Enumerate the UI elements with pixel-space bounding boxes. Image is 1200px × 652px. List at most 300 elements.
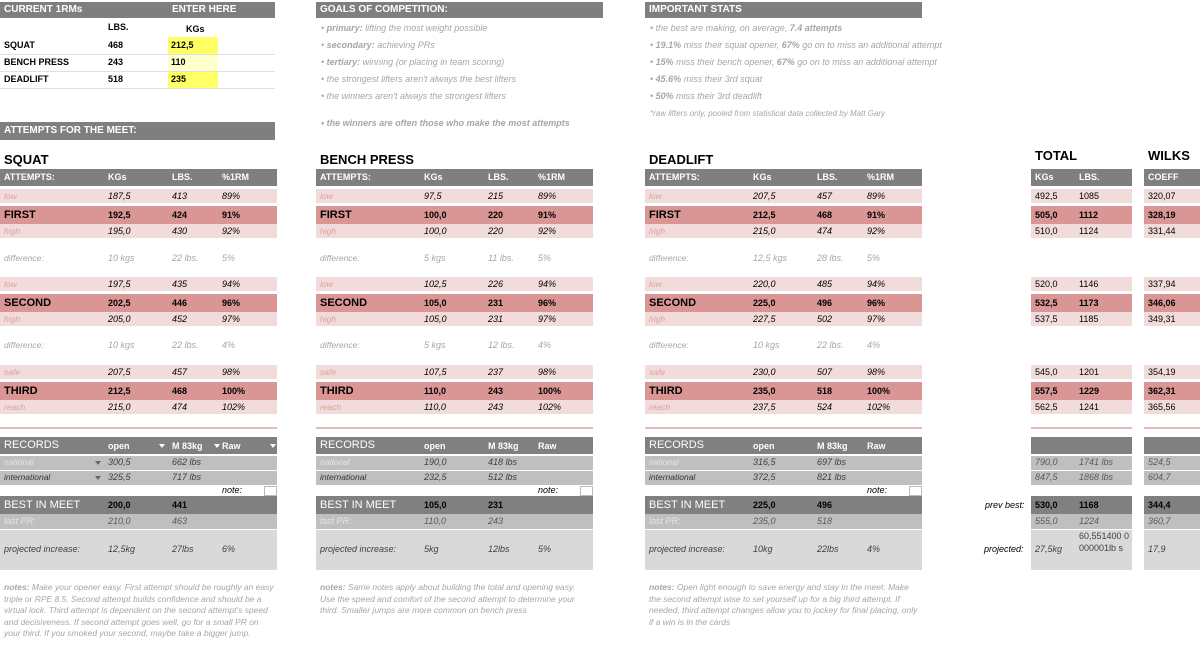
- total-pr-kg: 555,0: [1035, 516, 1058, 526]
- wilks-coeff-header: COEFF: [1148, 172, 1179, 182]
- attempt-label: difference:: [4, 340, 44, 350]
- total-record-kg: 790,0: [1035, 457, 1058, 467]
- attempt-pct: 97%: [538, 314, 557, 324]
- proj-lbs: 12lbs: [488, 544, 510, 554]
- attempt-kg: 195,0: [108, 226, 131, 236]
- record-name: international: [320, 472, 367, 482]
- best-lbs: 231: [488, 500, 504, 510]
- attempt-label: high: [320, 226, 337, 236]
- wilks-separator: [1144, 427, 1200, 429]
- col-lbs: LBS.: [817, 172, 838, 182]
- total-kg: 537,5: [1035, 314, 1058, 324]
- proj-kg: 10kg: [753, 544, 773, 554]
- col-kgs: KGs: [108, 172, 127, 182]
- attempt-lbs: 22 lbs.: [172, 340, 199, 350]
- attempt-lbs: 485: [817, 279, 833, 289]
- wilks-value: 346,06: [1148, 298, 1176, 308]
- attempt-label: SECOND: [649, 297, 697, 309]
- goals-header: GOALS OF COMPETITION:: [316, 2, 603, 18]
- attempt-lbs: 11 lbs.: [488, 253, 514, 263]
- rm-kg-input[interactable]: 212,5: [168, 37, 218, 54]
- stat-item: • 15% miss their bench opener, 67% go on to miss an additional attempt: [650, 57, 937, 67]
- records-class[interactable]: M 83kg: [172, 441, 203, 451]
- proj-pct: 5%: [538, 544, 552, 554]
- best-kg: 225,0: [753, 500, 776, 510]
- record-name: national: [649, 457, 679, 467]
- attempt-label: safe: [4, 367, 21, 377]
- pr-kg: 110,0: [424, 516, 446, 526]
- attempt-kg: 100,0: [424, 210, 447, 220]
- projected-label: projected:: [984, 544, 1024, 554]
- attempt-label: difference:: [649, 253, 689, 263]
- lift-notes: notes: Same notes apply about building the total and opening easy. Use the speed and comfort of the second attempt to determine your third. Smaller jumps are more common on bench press: [320, 582, 576, 615]
- records-row-bg: [645, 456, 922, 470]
- total-lbs: 1229: [1079, 386, 1100, 396]
- section-separator: [645, 427, 922, 429]
- records-row-bg: [0, 456, 277, 470]
- records-open: open: [424, 441, 446, 451]
- records-label: RECORDS: [320, 439, 376, 451]
- attempt-kg: 197,5: [108, 279, 131, 289]
- total-lbs: 1085: [1079, 191, 1100, 201]
- proj-kg: 5kg: [424, 544, 439, 554]
- col-kgs: KGs: [753, 172, 772, 182]
- wilks-value: 328,19: [1148, 210, 1176, 220]
- row-divider: [0, 54, 275, 55]
- pr-row-bg: [645, 514, 922, 529]
- pr-lbs: 463: [172, 516, 188, 526]
- rm-lift-name: BENCH PRESS: [4, 57, 70, 67]
- attempt-kg: 110,0: [424, 386, 447, 396]
- attempt-pct: 102%: [867, 402, 891, 412]
- attempt-pct: 5%: [538, 253, 552, 263]
- attempt-label: difference:: [320, 253, 360, 263]
- attempt-lbs: 12 lbs.: [488, 340, 515, 350]
- attempt-lbs: 226: [488, 279, 504, 289]
- attempt-pct: 89%: [867, 191, 886, 201]
- attempt-kg: 102,5: [424, 279, 447, 289]
- total-proj-kg: 27,5kg: [1035, 544, 1063, 554]
- records-row-bg: [316, 456, 593, 470]
- total-best-kg: 530,0: [1035, 500, 1058, 510]
- attempt-kg: 97,5: [424, 191, 442, 201]
- col-pct: %1RM: [222, 172, 250, 182]
- best-label: BEST IN MEET: [320, 499, 397, 511]
- col-kgs: KGs: [424, 172, 443, 182]
- attempt-label: high: [649, 314, 666, 324]
- attempt-lbs: 22 lbs.: [172, 253, 199, 263]
- attempt-kg: 212,5: [753, 210, 776, 220]
- attempt-kg: 215,0: [753, 226, 776, 236]
- total-lbs: 1185: [1079, 314, 1099, 324]
- wilks-value: 365,56: [1148, 402, 1176, 412]
- best-label: BEST IN MEET: [4, 499, 81, 511]
- attempt-kg: 212,5: [108, 386, 131, 396]
- attempt-pct: 94%: [222, 279, 241, 289]
- rm-lbs-header: LBS.: [108, 22, 129, 32]
- attempt-pct: 91%: [867, 210, 886, 220]
- rm-lbs-value: 243: [108, 57, 124, 67]
- attempt-lbs: 430: [172, 226, 188, 236]
- rm-kgs-header: KGs: [186, 24, 205, 34]
- attempt-lbs: 446: [172, 298, 188, 308]
- attempt-lbs: 435: [172, 279, 188, 289]
- best-kg: 200,0: [108, 500, 131, 510]
- stat-item: • 19.1% miss their squat opener, 67% go on to miss an additional attempt: [650, 40, 942, 50]
- attempt-label: low: [4, 191, 17, 201]
- attempt-pct: 102%: [222, 402, 246, 412]
- record-lbs: 697 lbs: [817, 457, 847, 467]
- row-divider: [0, 88, 275, 89]
- proj-label: projected increase:: [320, 544, 397, 554]
- note-box[interactable]: [580, 486, 593, 496]
- attempt-pct: 89%: [222, 191, 241, 201]
- total-lbs: 1201: [1079, 367, 1100, 377]
- total-record-kg: 847,5: [1035, 472, 1058, 482]
- proj-lbs: 22lbs: [817, 544, 839, 554]
- note-box[interactable]: [909, 486, 922, 496]
- attempt-label: low: [4, 279, 17, 289]
- pr-label: last PR:: [4, 516, 36, 526]
- note-label: note:: [222, 485, 243, 495]
- attempt-lbs: 468: [817, 210, 833, 220]
- attempt-pct: 91%: [538, 210, 557, 220]
- attempts-header: ATTEMPTS FOR THE MEET:: [0, 122, 275, 140]
- col-attempts: ATTEMPTS:: [4, 172, 55, 182]
- attempt-kg: 202,5: [108, 298, 131, 308]
- attempt-label: SECOND: [4, 297, 52, 309]
- section-separator: [316, 427, 593, 429]
- record-name: international: [649, 472, 696, 482]
- goal-item: • secondary: achieving PRs: [321, 40, 435, 50]
- total-kgs-header: KGs: [1035, 172, 1054, 182]
- enter-here-label: ENTER HERE: [172, 4, 237, 15]
- proj-label: projected increase:: [4, 544, 81, 554]
- total-kg: 492,5: [1035, 191, 1058, 201]
- col-pct: %1RM: [538, 172, 566, 182]
- wilks-value: 320,07: [1148, 191, 1176, 201]
- total-separator: [1031, 427, 1132, 429]
- attempt-lbs: 474: [172, 402, 188, 412]
- attempt-lbs: 220: [488, 210, 504, 220]
- records-class: M 83kg: [488, 441, 519, 451]
- wilks-value: 362,31: [1148, 386, 1176, 396]
- attempt-pct: 5%: [222, 253, 236, 263]
- total-kg: 557,5: [1035, 386, 1058, 396]
- record-kg: 372,5: [753, 472, 776, 482]
- attempt-kg: 187,5: [108, 191, 131, 201]
- attempt-kg: 227,5: [753, 314, 776, 324]
- total-kg: 562,5: [1035, 402, 1058, 412]
- attempt-lbs: 468: [172, 386, 188, 396]
- record-kg: 316,5: [753, 457, 776, 467]
- attempt-label: THIRD: [649, 385, 683, 397]
- total-record-lbs: 1868 lbs: [1079, 472, 1114, 482]
- wilks-value: 331,44: [1148, 226, 1176, 236]
- attempt-label: high: [4, 226, 21, 236]
- attempt-lbs: 237: [488, 367, 504, 377]
- total-title: TOTAL: [1035, 148, 1078, 163]
- attempt-kg: 5 kgs: [424, 253, 446, 263]
- best-lbs: 441: [172, 500, 188, 510]
- record-lbs: 821 lbs: [817, 472, 847, 482]
- attempt-pct: 92%: [222, 226, 241, 236]
- goal-item: • primary: lifting the most weight possible: [321, 23, 488, 33]
- attempt-kg: 225,0: [753, 298, 776, 308]
- attempt-label: reach: [4, 402, 26, 412]
- attempt-pct: 98%: [538, 367, 557, 377]
- attempt-label: low: [320, 279, 333, 289]
- attempt-label: FIRST: [649, 209, 681, 221]
- total-lbs: 1146: [1079, 279, 1099, 289]
- attempt-pct: 96%: [222, 298, 241, 308]
- wilks-record: 524,5: [1148, 457, 1171, 467]
- attempt-lbs: 231: [488, 314, 504, 324]
- records-open[interactable]: open: [108, 441, 130, 451]
- col-attempts: ATTEMPTS:: [320, 172, 371, 182]
- col-lbs: LBS.: [172, 172, 193, 182]
- lift-notes: notes: Open light enough to save energy and stay in the meet. Make the second attempt wise to set yourself up for a big third attempt. If needed, third attempt changes allow you to jockey for final placing, only if a win is in the cards: [649, 582, 918, 627]
- rm-lift-name: DEADLIFT: [4, 74, 49, 84]
- lift-title: BENCH PRESS: [320, 152, 414, 167]
- attempt-label: FIRST: [4, 209, 36, 221]
- attempt-lbs: 452: [172, 314, 188, 324]
- total-kg: 545,0: [1035, 367, 1058, 377]
- best-lbs: 496: [817, 500, 833, 510]
- pr-kg: 210,0: [108, 516, 131, 526]
- records-raw[interactable]: Raw: [222, 441, 241, 451]
- total-lbs: 1241: [1079, 402, 1100, 412]
- attempt-pct: 4%: [867, 340, 881, 350]
- total-kg: 532,5: [1035, 298, 1058, 308]
- dropdown-arrow-icon[interactable]: [270, 444, 276, 448]
- lift-title: DEADLIFT: [649, 152, 714, 167]
- wilks-title: WILKS: [1148, 148, 1190, 163]
- total-best-lbs: 1168: [1079, 500, 1099, 510]
- record-name: national: [320, 457, 350, 467]
- attempt-lbs: 518: [817, 386, 833, 396]
- attempt-pct: 94%: [867, 279, 886, 289]
- total-proj-lbs: 60,551400 0000001lb s: [1079, 531, 1130, 553]
- pr-label: last PR:: [649, 516, 681, 526]
- attempt-kg: 207,5: [108, 367, 131, 377]
- attempt-lbs: 457: [817, 191, 833, 201]
- stats-footnote: *raw lifters only, pooled from statistical data collected by Matt Gary: [650, 109, 886, 118]
- attempt-kg: 205,0: [108, 314, 131, 324]
- total-lbs: 1124: [1079, 226, 1099, 236]
- best-label: BEST IN MEET: [649, 499, 726, 511]
- attempt-label: THIRD: [320, 385, 354, 397]
- attempt-label: high: [4, 314, 21, 324]
- attempt-label: THIRD: [4, 385, 38, 397]
- attempt-pct: 100%: [538, 386, 562, 396]
- stat-item: • 50% miss their 3rd deadlift: [650, 91, 762, 101]
- dropdown-arrow-icon[interactable]: [159, 444, 165, 448]
- pr-label: last PR:: [320, 516, 352, 526]
- record-kg: 190,0: [424, 457, 447, 467]
- wilks-value: 349,31: [1148, 314, 1176, 324]
- rm-lift-name: SQUAT: [4, 40, 35, 50]
- attempt-lbs: 231: [488, 298, 504, 308]
- records-class: M 83kg: [817, 441, 848, 451]
- record-name: national: [4, 457, 34, 467]
- attempt-label: safe: [320, 367, 337, 377]
- attempt-label: low: [649, 279, 662, 289]
- rm-kg-input[interactable]: 235: [168, 71, 218, 88]
- attempt-lbs: 243: [488, 386, 504, 396]
- wilks-best: 344,4: [1148, 500, 1171, 510]
- attempt-pct: 5%: [867, 253, 881, 263]
- total-records-bar: [1031, 437, 1132, 454]
- attempt-lbs: 502: [817, 314, 833, 324]
- attempt-kg: 235,0: [753, 386, 776, 396]
- wilks-record: 604,7: [1148, 472, 1171, 482]
- pr-row-bg: [316, 514, 593, 529]
- attempt-pct: 94%: [538, 279, 557, 289]
- records-raw: Raw: [867, 441, 886, 451]
- records-open: open: [753, 441, 775, 451]
- proj-pct: 4%: [867, 544, 881, 554]
- attempt-lbs: 457: [172, 367, 188, 377]
- attempt-label: reach: [649, 402, 671, 412]
- wilks-pr: 360,7: [1148, 516, 1171, 526]
- attempt-label: difference:: [649, 340, 689, 350]
- pr-row-bg: [0, 514, 277, 529]
- proj-lbs: 27lbs: [172, 544, 194, 554]
- attempt-lbs: 243: [488, 402, 504, 412]
- attempt-lbs: 424: [172, 210, 188, 220]
- dropdown-arrow-icon[interactable]: [95, 461, 101, 465]
- records-label: RECORDS: [4, 439, 60, 451]
- record-lbs: 717 lbs: [172, 472, 202, 482]
- col-lbs: LBS.: [488, 172, 509, 182]
- wilks-proj: 17,9: [1148, 544, 1166, 554]
- wilks-value: 337,94: [1148, 279, 1176, 289]
- goal-item-last: • the winners are often those who make the most attempts: [321, 118, 570, 128]
- rm-kg-input[interactable]: 110: [168, 54, 218, 71]
- col-attempts: ATTEMPTS:: [649, 172, 700, 182]
- rm-lbs-value: 518: [108, 74, 124, 84]
- attempt-pct: 100%: [222, 386, 246, 396]
- attempt-kg: 220,0: [753, 279, 776, 289]
- stats-header: IMPORTANT STATS: [645, 2, 922, 18]
- attempt-kg: 5 kgs: [424, 340, 446, 350]
- record-kg: 232,5: [424, 472, 447, 482]
- rm-lbs-value: 468: [108, 40, 124, 50]
- wilks-value: 354,19: [1148, 367, 1176, 377]
- attempt-label: difference:: [4, 253, 44, 263]
- lift-notes: notes: Make your opener easy. First attempt should be roughly an easy triple or RPE 8.5. Second attempt builds confidence and should be a virtual lock. Third attempt is dependent on the second attempt's speed and decisiveness. If second attempt goes well, go for a small PR on your third. If you smoked your second, maybe take a bigger jump.: [4, 582, 274, 638]
- best-kg: 105,0: [424, 500, 447, 510]
- record-lbs: 418 lbs: [488, 457, 518, 467]
- attempt-lbs: 22 lbs.: [817, 340, 844, 350]
- attempt-kg: 105,0: [424, 298, 447, 308]
- attempt-pct: 96%: [538, 298, 557, 308]
- attempt-label: safe: [649, 367, 666, 377]
- attempt-pct: 4%: [222, 340, 236, 350]
- attempt-lbs: 507: [817, 367, 833, 377]
- total-lbs: 1112: [1079, 210, 1099, 220]
- attempt-pct: 100%: [867, 386, 891, 396]
- attempt-label: high: [649, 226, 666, 236]
- attempt-lbs: 28 lbs.: [817, 253, 844, 263]
- attempt-label: reach: [320, 402, 342, 412]
- dropdown-arrow-icon[interactable]: [95, 476, 101, 480]
- attempt-pct: 4%: [538, 340, 552, 350]
- records-label: RECORDS: [649, 439, 705, 451]
- attempt-pct: 92%: [867, 226, 886, 236]
- attempt-label: difference:: [320, 340, 360, 350]
- attempt-kg: 10 kgs: [753, 340, 780, 350]
- attempt-pct: 97%: [867, 314, 886, 324]
- total-kg: 505,0: [1035, 210, 1058, 220]
- record-lbs: 512 lbs: [488, 472, 518, 482]
- total-kg: 520,0: [1035, 279, 1058, 289]
- note-label: note:: [538, 485, 559, 495]
- attempt-lbs: 413: [172, 191, 188, 201]
- record-name: international: [4, 472, 51, 482]
- attempt-kg: 110,0: [424, 402, 446, 412]
- attempt-pct: 102%: [538, 402, 562, 412]
- attempt-label: high: [320, 314, 337, 324]
- attempt-label: SECOND: [320, 297, 368, 309]
- attempt-kg: 192,5: [108, 210, 131, 220]
- records-raw: Raw: [538, 441, 557, 451]
- attempt-kg: 10 kgs: [108, 253, 135, 263]
- attempt-label: low: [320, 191, 333, 201]
- attempt-kg: 237,5: [753, 402, 776, 412]
- dropdown-arrow-icon[interactable]: [214, 444, 220, 448]
- total-record-lbs: 1741 lbs: [1079, 457, 1114, 467]
- note-label: note:: [867, 485, 888, 495]
- prev-best-label: prev best:: [985, 500, 1025, 510]
- lift-title: SQUAT: [4, 152, 49, 167]
- attempt-lbs: 220: [488, 226, 504, 236]
- row-divider: [0, 71, 275, 72]
- record-kg: 300,5: [108, 457, 131, 467]
- total-lbs-header: LBS.: [1079, 172, 1100, 182]
- proj-label: projected increase:: [649, 544, 726, 554]
- attempt-kg: 207,5: [753, 191, 776, 201]
- attempt-kg: 107,5: [424, 367, 447, 377]
- attempt-pct: 91%: [222, 210, 241, 220]
- attempt-pct: 96%: [867, 298, 886, 308]
- attempt-label: low: [649, 191, 662, 201]
- goal-item: • tertiary: winning (or placing in team scoring): [321, 57, 505, 67]
- pr-lbs: 518: [817, 516, 833, 526]
- attempt-kg: 12,5 kgs: [753, 253, 788, 263]
- goal-item: • the strongest lifters aren't always the best lifters: [321, 74, 516, 84]
- attempt-lbs: 215: [488, 191, 504, 201]
- attempt-kg: 215,0: [108, 402, 131, 412]
- note-box[interactable]: [264, 486, 277, 496]
- attempt-lbs: 474: [817, 226, 833, 236]
- proj-pct: 6%: [222, 544, 236, 554]
- attempt-kg: 10 kgs: [108, 340, 135, 350]
- attempt-lbs: 524: [817, 402, 833, 412]
- attempt-pct: 98%: [867, 367, 886, 377]
- attempt-kg: 230,0: [753, 367, 776, 377]
- pr-lbs: 243: [488, 516, 504, 526]
- attempt-pct: 89%: [538, 191, 557, 201]
- col-pct: %1RM: [867, 172, 895, 182]
- attempt-pct: 97%: [222, 314, 241, 324]
- record-lbs: 662 lbs: [172, 457, 202, 467]
- proj-kg: 12,5kg: [108, 544, 136, 554]
- rm-header: CURRENT 1RMs: [0, 2, 275, 18]
- record-kg: 325,5: [108, 472, 131, 482]
- attempt-pct: 98%: [222, 367, 241, 377]
